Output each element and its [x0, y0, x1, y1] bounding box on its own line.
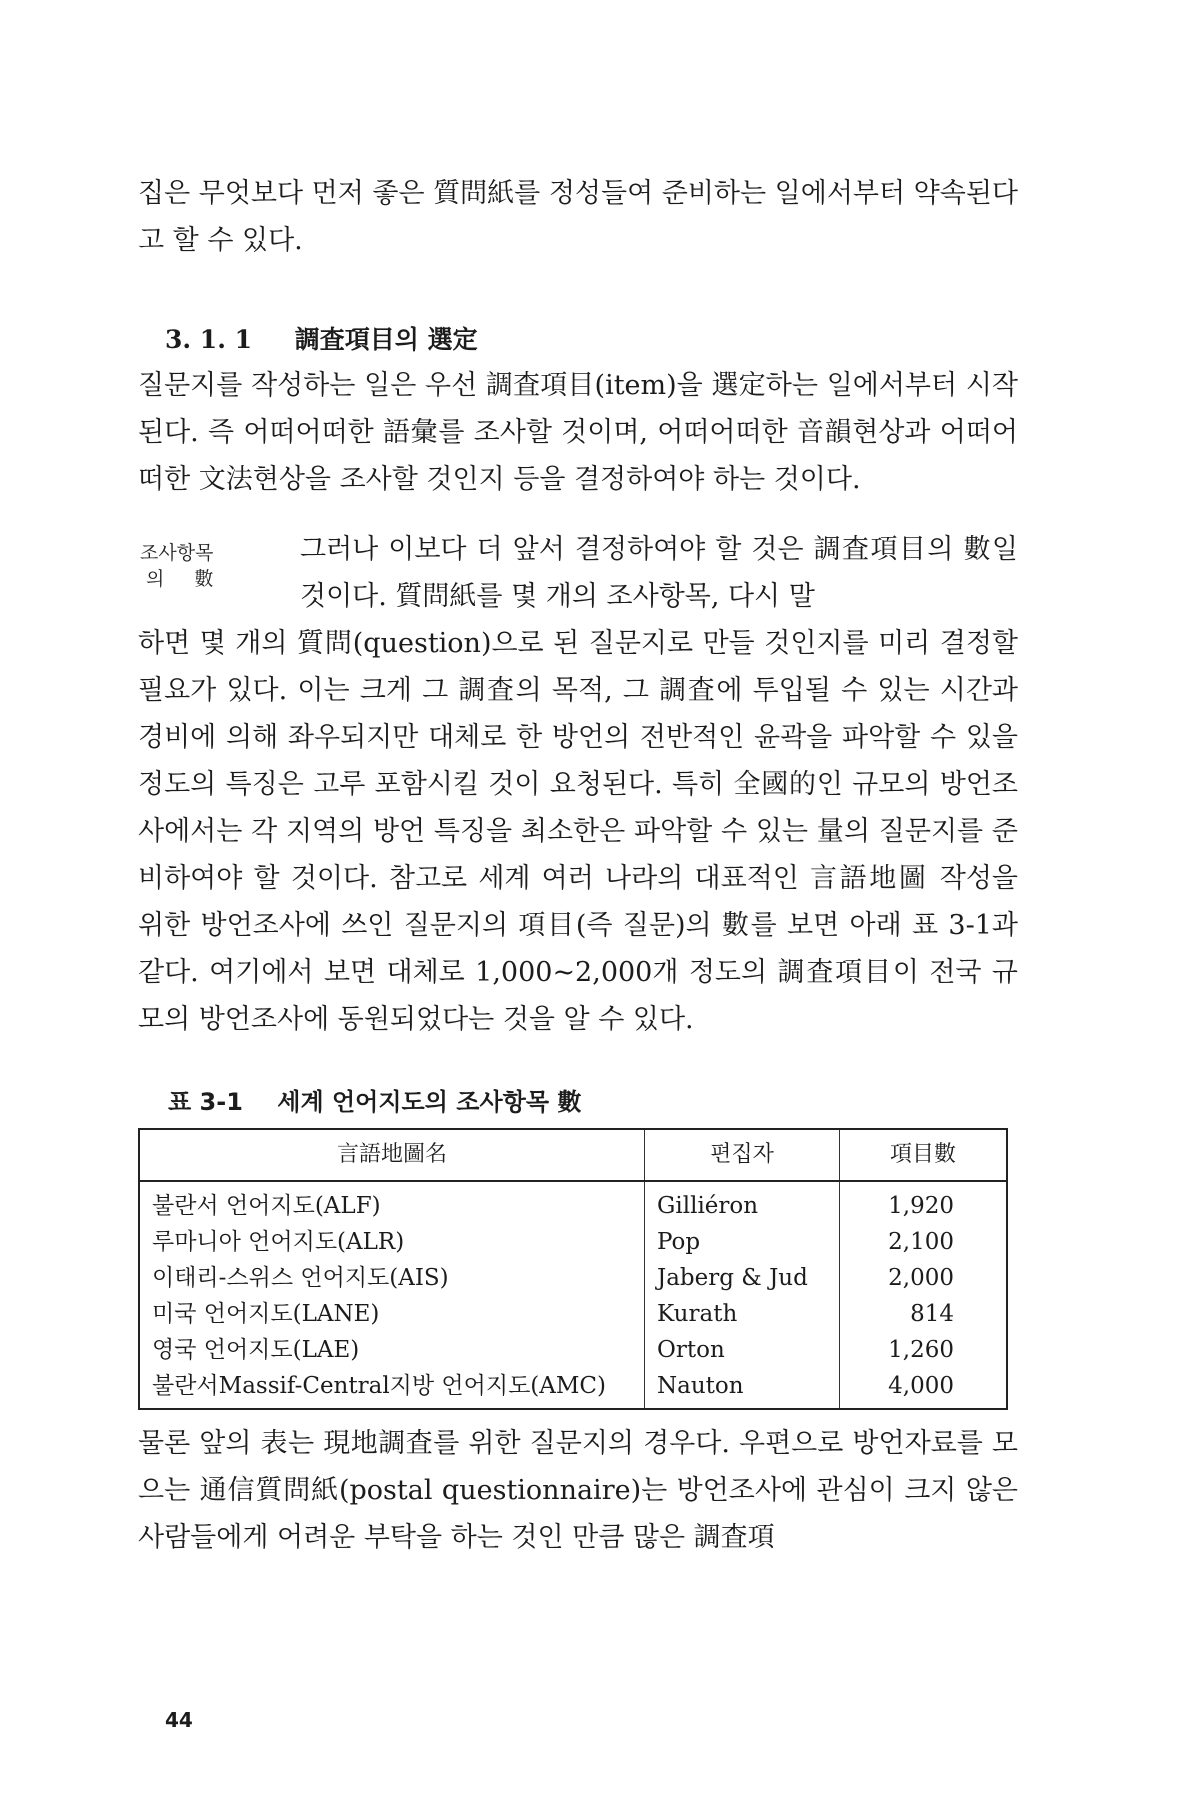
header-editor: 편집자 [645, 1129, 840, 1181]
table-row [139, 1368, 1007, 1409]
intro-paragraph: 집은 무엇보다 먼저 좋은 質問紙를 정성들여 준비하는 일에서부터 약속된다고 할 수 있다. [138, 178, 1018, 256]
paragraph-2-lead: 그러나 이보다 더 앞서 결정하여야 할 것은 調査項目의 數일 것이다. 質問紙를 몇 개의 조사항목, 다시 말 [300, 534, 1018, 612]
section-heading [165, 320, 478, 356]
header-item-count: 項目數 [840, 1129, 1008, 1181]
editor-cell: Orton [645, 1332, 840, 1368]
header-map-name: 言語地圖名 [139, 1129, 645, 1181]
table-row [139, 1296, 1007, 1332]
paragraph-1: 질문지를 작성하는 일은 우선 調査項目(item)을 選定하는 일에서부터 시작된다. 즉 어떠어떠한 語彙를 조사할 것이며, 어떠어떠한 音韻현상과 어떠어떠한 文法현상을 조사할 것인지 등을 결정하여야 하는 것이다. [138, 370, 1018, 495]
map-name-cell: 불란서 언어지도(ALF) [139, 1181, 645, 1224]
map-name-cell: 이태리-스위스 언어지도(AIS) [139, 1260, 645, 1296]
map-name-cell: 미국 언어지도(LANE) [139, 1296, 645, 1332]
editor-cell: Jaberg & Jud [645, 1260, 840, 1296]
map-name-cell: 영국 언어지도(LAE) [139, 1332, 645, 1368]
item-count-cell: 1,260 [888, 1337, 954, 1363]
editor-cell: Pop [645, 1224, 840, 1260]
table-row [139, 1224, 1007, 1260]
table-row [139, 1332, 1007, 1368]
item-count-cell: 2,100 [888, 1229, 954, 1255]
editor-cell: Gilliéron [645, 1181, 840, 1224]
editor-cell: Kurath [645, 1296, 840, 1332]
table-caption-number: 표 3-1 [168, 1088, 243, 1116]
table-row [139, 1181, 1007, 1224]
map-name-cell: 루마니아 언어지도(ALR) [139, 1224, 645, 1260]
page-number: 44 [165, 1708, 193, 1732]
section-title: 調査項目의 選定 [294, 325, 478, 354]
side-note-line2: 의 數 [146, 568, 226, 590]
table-caption-title: 세계 언어지도의 조사항목 數 [277, 1088, 582, 1116]
side-note-line1: 조사항목 [140, 542, 214, 564]
item-count-cell: 1,920 [888, 1193, 954, 1219]
paragraph-3: 물론 앞의 表는 現地調査를 위한 질문지의 경우다. 우편으로 방언자료를 모으는 通信質問紙(postal questionnaire)는 방언조사에 관심이 크지 않은 사람들에게 어려운 부탁을 하는 것인 만큼 많은 調査項 [138, 1428, 1018, 1553]
side-note [140, 540, 275, 592]
item-count-cell: 4,000 [888, 1373, 954, 1399]
table-row [139, 1260, 1007, 1296]
item-count-cell: 814 [910, 1301, 954, 1327]
table-caption [168, 1082, 581, 1117]
editor-cell: Nauton [645, 1368, 840, 1409]
item-count-cell: 2,000 [888, 1265, 954, 1291]
section-number: 3. 1. 1 [165, 325, 252, 354]
paragraph-2: 하면 몇 개의 質問(question)으로 된 질문지로 만들 것인지를 미리 결정할 필요가 있다. 이는 크게 그 調査의 목적, 그 調査에 투입될 수 있는 시간과 경비에 의해 좌우되지만 대체로 한 방언의 전반적인 윤곽을 파악할 수 있을 정도의 특징은 고루 포함시킬 것이 요청된다. 특히 全國的인 규모의 방언조사에서는 각 지역의 방언 특징을 최소한은 파악할 수 있는 量의 질문지를 준비하여야 할 것이다. 참고로 세계 여러 나라의 대표적인 言語地圖 작성을 위한 방언조사에 쓰인 질문지의 項目(즉 질문)의 數를 보면 아래 표 3-1과 같다. 여기에서 보면 대체로 1,000~2,000개 정도의 調査項目이 전국 규모의 방언조사에 동원되었다는 것을 알 수 있다. [138, 628, 1018, 1035]
survey-items-table [138, 1128, 1008, 1410]
table-header-row [139, 1129, 1007, 1181]
map-name-cell: 불란서Massif-Central지방 언어지도(AMC) [139, 1368, 645, 1409]
